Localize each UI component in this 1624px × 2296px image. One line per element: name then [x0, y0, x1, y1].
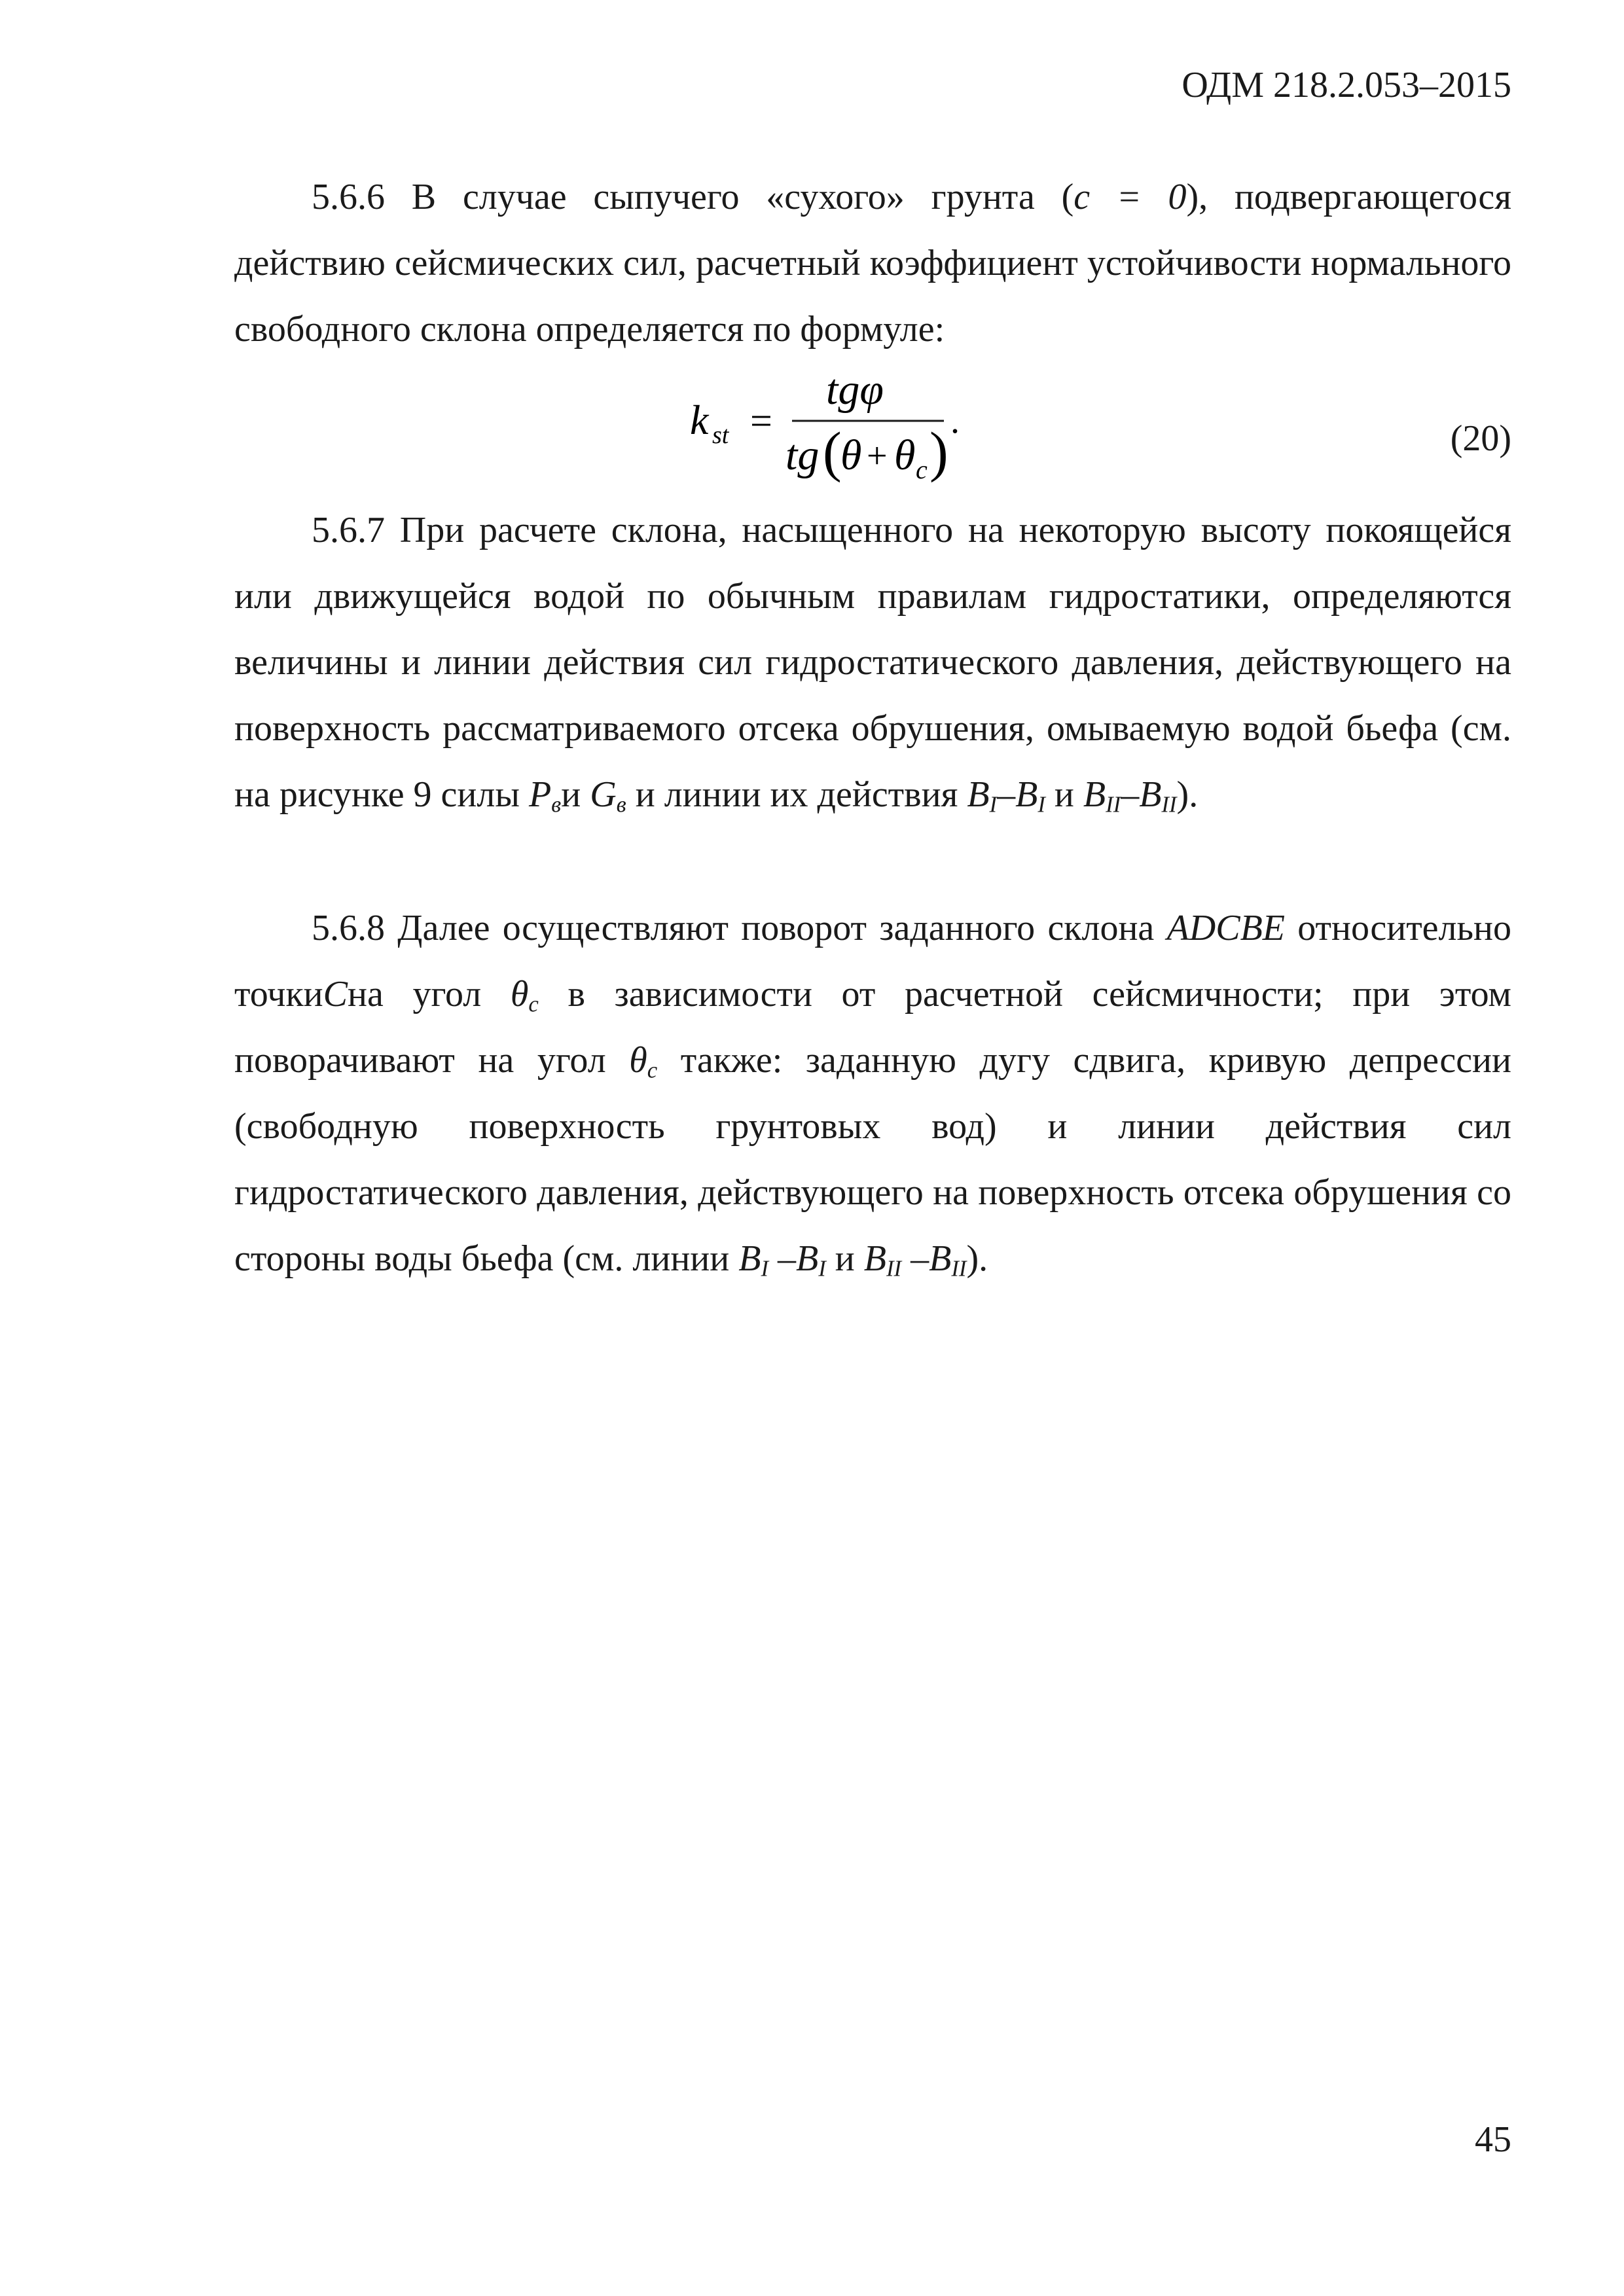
symbol-main: B — [738, 1238, 761, 1279]
symbol-main: θ — [510, 974, 529, 1014]
line-symbol — [967, 774, 1045, 815]
angle-symbol — [510, 974, 539, 1017]
section-5-6-8 — [234, 895, 1511, 1292]
symbol-subscript: II — [1106, 791, 1121, 817]
symbol-subscript: в — [616, 791, 626, 817]
paragraph — [234, 895, 1511, 1292]
symbol-subscript: II — [886, 1255, 902, 1282]
formula-den-theta-c: θ — [894, 431, 916, 479]
symbol-main: B — [796, 1238, 819, 1279]
formula-lhs: k — [690, 397, 709, 443]
formula-20 — [689, 363, 977, 488]
symbol-main: B — [967, 774, 990, 815]
symbol-dash: – — [997, 774, 1016, 815]
paragraph-text: В случае сыпучего «сухого» грунта ( — [385, 177, 1074, 217]
section-number: 5.6.6 — [312, 177, 385, 217]
section-number: 5.6.8 — [312, 908, 385, 948]
symbol-dash: – — [1121, 774, 1140, 815]
paragraph-text: также: заданную дугу сдвига, кривую депрессии (свободную поверхность грунтовых вод) и линии действия сил гидростатического давления, действующего на поверхность отсека обрушения со стороны воды бьефа (см. линии — [234, 1040, 1511, 1279]
paragraph — [234, 164, 1511, 363]
paragraph-text: Далее осуществляют поворот заданного склона — [385, 908, 1167, 948]
paragraph-text: и — [561, 774, 590, 815]
formula-den-open-paren: ( — [823, 420, 842, 483]
symbol-subscript: I — [818, 1255, 826, 1282]
symbol-main: B — [863, 1238, 886, 1279]
paragraph-text: ), подвергающегося действию сейсмических сил, расчетный коэффициент устойчивости нормального свободного склона определяется по формуле: — [234, 177, 1511, 350]
symbol-subscript: c — [647, 1057, 658, 1083]
formula-graphic — [689, 363, 977, 488]
symbol-main: B — [1139, 774, 1162, 815]
paragraph-text: в зависимости от расчетной сейсмичности; при этом поворачивают на угол — [234, 974, 1511, 1081]
formula-lhs-subscript: st — [712, 422, 729, 449]
condition-formula: c = 0 — [1074, 177, 1187, 217]
formula-numerator: tgφ — [826, 366, 884, 414]
page-number: 45 — [1475, 2119, 1511, 2160]
symbol-main: B — [1015, 774, 1038, 815]
formula-den-tg: tg — [785, 431, 820, 479]
section-5-6-6 — [234, 164, 1511, 363]
force-symbol-p — [529, 774, 561, 815]
formula-den-theta: θ — [840, 431, 862, 479]
symbol-main: P — [528, 774, 552, 815]
formula-equals: = — [750, 399, 772, 442]
paragraph-text: ). — [1176, 774, 1199, 815]
symbol-subscript: II — [1161, 791, 1177, 817]
formula-den-plus: + — [867, 436, 888, 476]
symbol-dash: – — [768, 1238, 796, 1279]
symbol-subscript: I — [989, 791, 998, 817]
symbol-subscript: I — [761, 1255, 768, 1282]
symbol-subscript: c — [528, 991, 539, 1017]
paragraph-text: и — [825, 1238, 864, 1279]
symbol-main: B — [1083, 774, 1106, 815]
point-label: C — [323, 974, 348, 1014]
symbol-dash: – — [901, 1238, 929, 1279]
formula-den-close-paren: ) — [929, 420, 948, 483]
paragraph — [234, 497, 1511, 828]
slope-label: ADCBE — [1166, 908, 1285, 948]
line-symbol — [738, 1238, 826, 1282]
document-code-header: ОДМ 218.2.053–2015 — [1182, 65, 1511, 105]
symbol-main: G — [590, 774, 617, 815]
angle-symbol — [629, 1040, 657, 1081]
formula-den-subscript: c — [916, 455, 928, 484]
equation-number: (20) — [1450, 418, 1511, 459]
paragraph-text: относительно точки — [234, 908, 1511, 1014]
line-symbol — [1083, 774, 1177, 815]
symbol-subscript: в — [551, 791, 562, 817]
section-number: 5.6.7 — [312, 510, 385, 550]
symbol-main: θ — [629, 1040, 647, 1081]
formula-period: . — [950, 401, 960, 441]
line-symbol — [863, 1238, 967, 1282]
section-5-6-7 — [234, 497, 1511, 828]
paragraph-text: и — [1045, 774, 1083, 815]
symbol-main: B — [929, 1238, 952, 1279]
symbol-subscript: I — [1038, 791, 1045, 817]
paragraph-text: и линии их действия — [626, 774, 967, 815]
paragraph-text: на угол — [347, 974, 511, 1014]
paragraph-text: При расчете склона, насыщенного на некоторую высоту покоящейся или движущейся водой по обычным правилам гидростатики, определяются величины и линии действия сил гидростатического давления, действующего на поверхность рассматриваемого отсека обрушения, омываемую водой бьефа (см. на рисунке 9 силы — [234, 510, 1511, 815]
paragraph-text: ). — [966, 1238, 988, 1279]
force-symbol-g — [590, 774, 626, 815]
symbol-subscript: II — [951, 1255, 967, 1282]
